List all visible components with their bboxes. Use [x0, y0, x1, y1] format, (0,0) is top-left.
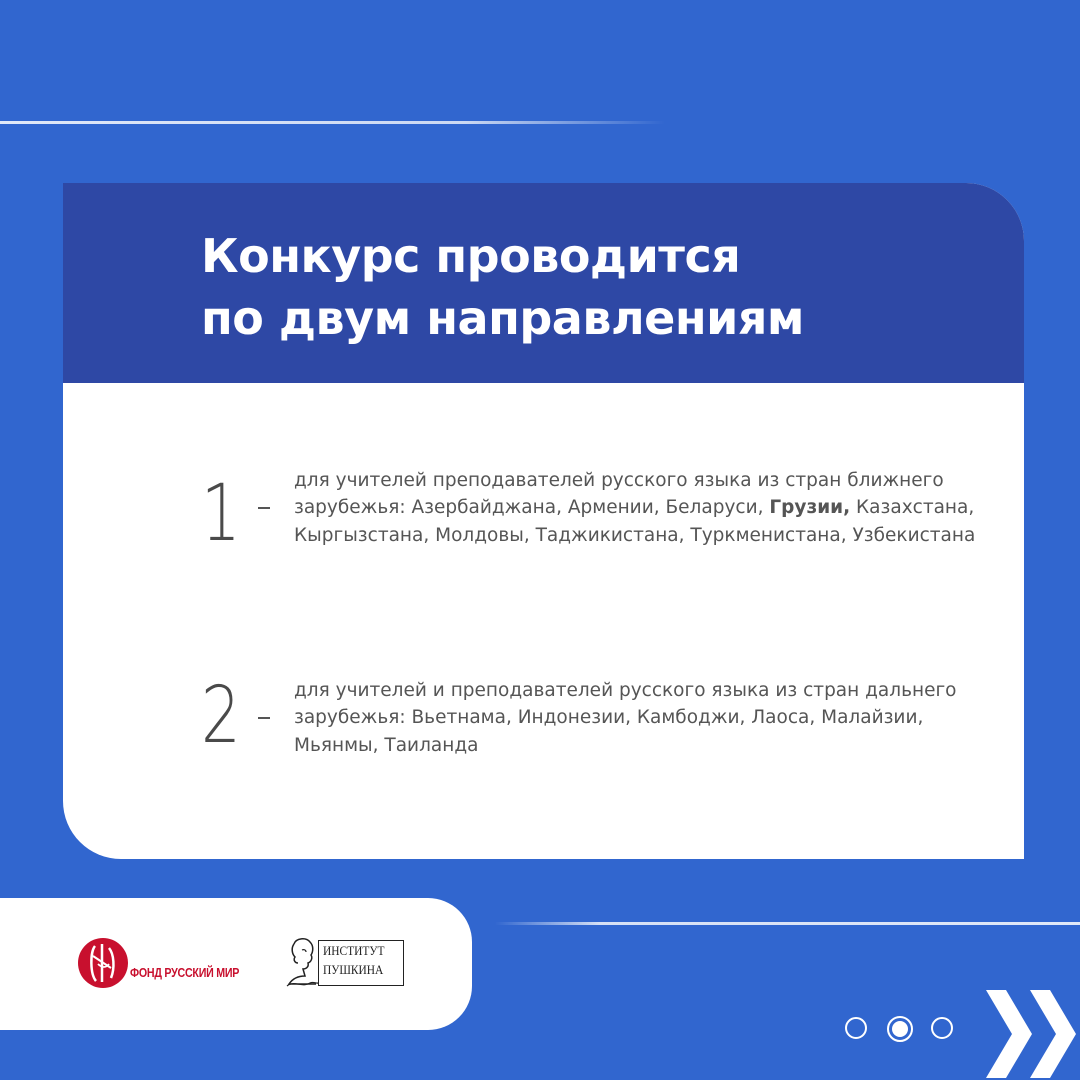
- decorative-line-bottom: [495, 922, 1080, 925]
- pager-dot-1[interactable]: [845, 1017, 867, 1039]
- direction-number: 1: [201, 469, 241, 559]
- pushkin-institute-logo: [284, 936, 406, 988]
- card-title-line-1: Конкурс проводится: [201, 229, 741, 283]
- direction-text-highlight: Грузии,: [769, 497, 851, 519]
- pushkin-label-line-1: ИНСТИТУТ: [323, 943, 385, 958]
- pager-dot-3[interactable]: [931, 1017, 953, 1039]
- russkiy-mir-emblem-icon: [78, 938, 128, 988]
- card-header: [63, 183, 1024, 383]
- direction-number: 2: [201, 671, 241, 761]
- pushkin-portrait-icon: [284, 936, 320, 988]
- direction-dash: [258, 717, 270, 719]
- pager-dot-2-active[interactable]: [887, 1016, 913, 1042]
- card-title-line-2: по двум направлениям: [201, 291, 804, 345]
- pushkin-label-box: [318, 940, 404, 986]
- russkiy-mir-logo: [78, 938, 258, 988]
- direction-text-part: для учителей преподавателей русского языка из стран ближнего зарубежья: Азербайджана, Армении, Беларуси,: [294, 470, 944, 519]
- content-card: [63, 183, 1024, 859]
- card-title: [201, 225, 804, 349]
- carousel-pager: [845, 1017, 960, 1045]
- direction-description: для учителей и преподавателей русского языка из стран дальнего зарубежья: Вьетнама, Индонезии, Камбоджи, Лаоса, Малайзии, Мьянмы, Таиланда: [294, 680, 957, 756]
- decorative-line-top: [0, 121, 665, 124]
- direction-description: [294, 467, 994, 549]
- russkiy-mir-label: ФОНД РУССКИЙ МИР: [130, 965, 240, 980]
- double-chevron-right-icon[interactable]: [984, 988, 1080, 1080]
- direction-text-part: Казахстана, Кыргызстана, Молдовы, Таджикистана, Туркменистана, Узбекистана: [294, 497, 976, 546]
- direction-dash: [258, 507, 270, 509]
- pushkin-label-line-2: ПУШКИНА: [323, 962, 384, 977]
